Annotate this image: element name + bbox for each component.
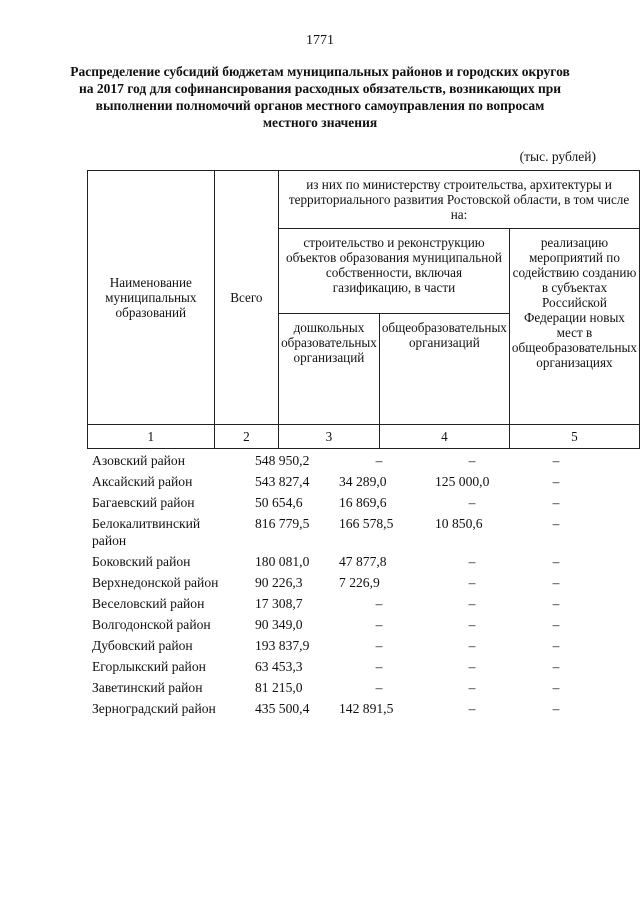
municipality-name: Верхнедонской район xyxy=(92,575,219,590)
new-places-value: – xyxy=(552,680,560,695)
header-name: Наименование муниципальных образований xyxy=(88,171,215,425)
table-row xyxy=(87,553,603,574)
municipality-name: Егорлыкский район xyxy=(92,659,206,674)
new-places-value: – xyxy=(552,495,560,510)
table-row xyxy=(87,515,603,553)
header-new-places: реализацию мероприятий по содействию созданию в субъектах Российской Федерации новых мест в общеобразовательных организациях xyxy=(509,229,639,425)
table-row xyxy=(87,574,603,595)
header-ministry: из них по министерству строительства, архитектуры и территориального развития Ростовской области, в том числе на: xyxy=(279,171,640,229)
table-row xyxy=(87,700,603,721)
preschool-value: 142 891,5 xyxy=(339,701,394,716)
general-education-value: – xyxy=(468,680,476,695)
header-total: Всего xyxy=(214,171,278,425)
preschool-value: 47 877,8 xyxy=(339,554,387,569)
header-number: 1 xyxy=(88,425,215,449)
total-value: 81 215,0 xyxy=(255,680,303,695)
total-value: 816 779,5 xyxy=(255,516,310,531)
total-value: 90 226,3 xyxy=(255,575,303,590)
total-value: 50 654,6 xyxy=(255,495,303,510)
general-education-value: – xyxy=(468,617,476,632)
general-education-value: – xyxy=(468,575,476,590)
table-row xyxy=(87,595,603,616)
header-preschool: дошкольных образовательных организаций xyxy=(279,314,380,425)
municipality-name: Веселовский район xyxy=(92,596,205,611)
preschool-value: 166 578,5 xyxy=(339,516,394,531)
new-places-value: – xyxy=(552,617,560,632)
header-number: 4 xyxy=(379,425,509,449)
general-education-value: – xyxy=(468,659,476,674)
new-places-value: – xyxy=(552,516,560,531)
table-row xyxy=(87,637,603,658)
municipality-name: Волгодонской район xyxy=(92,617,211,632)
preschool-value: 7 226,9 xyxy=(339,575,380,590)
new-places-value: – xyxy=(552,701,560,716)
table-row xyxy=(87,494,603,515)
general-education-value: – xyxy=(468,596,476,611)
municipality-name: Аксайский район xyxy=(92,474,193,489)
municipality-name: Дубовский район xyxy=(92,638,193,653)
preschool-value: – xyxy=(375,638,383,653)
header-general: общеобразовательных организаций xyxy=(379,314,509,425)
total-value: 90 349,0 xyxy=(255,617,303,632)
data-table xyxy=(87,452,603,721)
total-value: 548 950,2 xyxy=(255,453,310,468)
new-places-value: – xyxy=(552,474,560,489)
total-value: 435 500,4 xyxy=(255,701,310,716)
new-places-value: – xyxy=(552,638,560,653)
municipality-name: Заветинский район xyxy=(92,680,203,695)
general-education-value: – xyxy=(468,495,476,510)
header-number: 2 xyxy=(214,425,278,449)
document-title: Распределение субсидий бюджетам муниципальных районов и городских округов на 2017 год для софинансирования расходных обязательств, возникающих при выполнении полномочий органов местного самоуправления по вопросам местного значения xyxy=(70,64,570,130)
total-value: 180 081,0 xyxy=(255,554,310,569)
total-value: 193 837,9 xyxy=(255,638,310,653)
new-places-value: – xyxy=(552,575,560,590)
table-row xyxy=(87,679,603,700)
municipality-name: Азовский район xyxy=(92,453,186,468)
general-education-value: – xyxy=(468,453,476,468)
table-row xyxy=(87,473,603,494)
general-education-value: – xyxy=(468,701,476,716)
preschool-value: – xyxy=(375,617,383,632)
municipality-name: Белокалитвинский район xyxy=(92,516,201,548)
total-value: 17 308,7 xyxy=(255,596,303,611)
total-value: 63 453,3 xyxy=(255,659,303,674)
preschool-value: – xyxy=(375,596,383,611)
header-number: 5 xyxy=(509,425,639,449)
table-header xyxy=(87,170,640,449)
municipality-name: Зерноградский район xyxy=(92,701,216,716)
general-education-value: – xyxy=(468,554,476,569)
header-construction: строительство и реконструкцию объектов образования муниципальной собственности, включая газификацию, в части xyxy=(279,229,510,314)
total-value: 543 827,4 xyxy=(255,474,310,489)
general-education-value: – xyxy=(468,638,476,653)
units-label: (тыс. рублей) xyxy=(519,149,596,164)
general-education-value: 10 850,6 xyxy=(435,516,483,531)
table-row xyxy=(87,452,603,473)
preschool-value: – xyxy=(375,453,383,468)
preschool-value: 34 289,0 xyxy=(339,474,387,489)
preschool-value: – xyxy=(375,680,383,695)
page-number: 1771 xyxy=(306,33,334,48)
preschool-value: 16 869,6 xyxy=(339,495,387,510)
preschool-value: – xyxy=(375,659,383,674)
header-number: 3 xyxy=(279,425,380,449)
municipality-name: Боковский район xyxy=(92,554,191,569)
new-places-value: – xyxy=(552,659,560,674)
new-places-value: – xyxy=(552,453,560,468)
municipality-name: Багаевский район xyxy=(92,495,195,510)
new-places-value: – xyxy=(552,554,560,569)
table-row xyxy=(87,658,603,679)
general-education-value: 125 000,0 xyxy=(435,474,490,489)
new-places-value: – xyxy=(552,596,560,611)
table-row xyxy=(87,616,603,637)
